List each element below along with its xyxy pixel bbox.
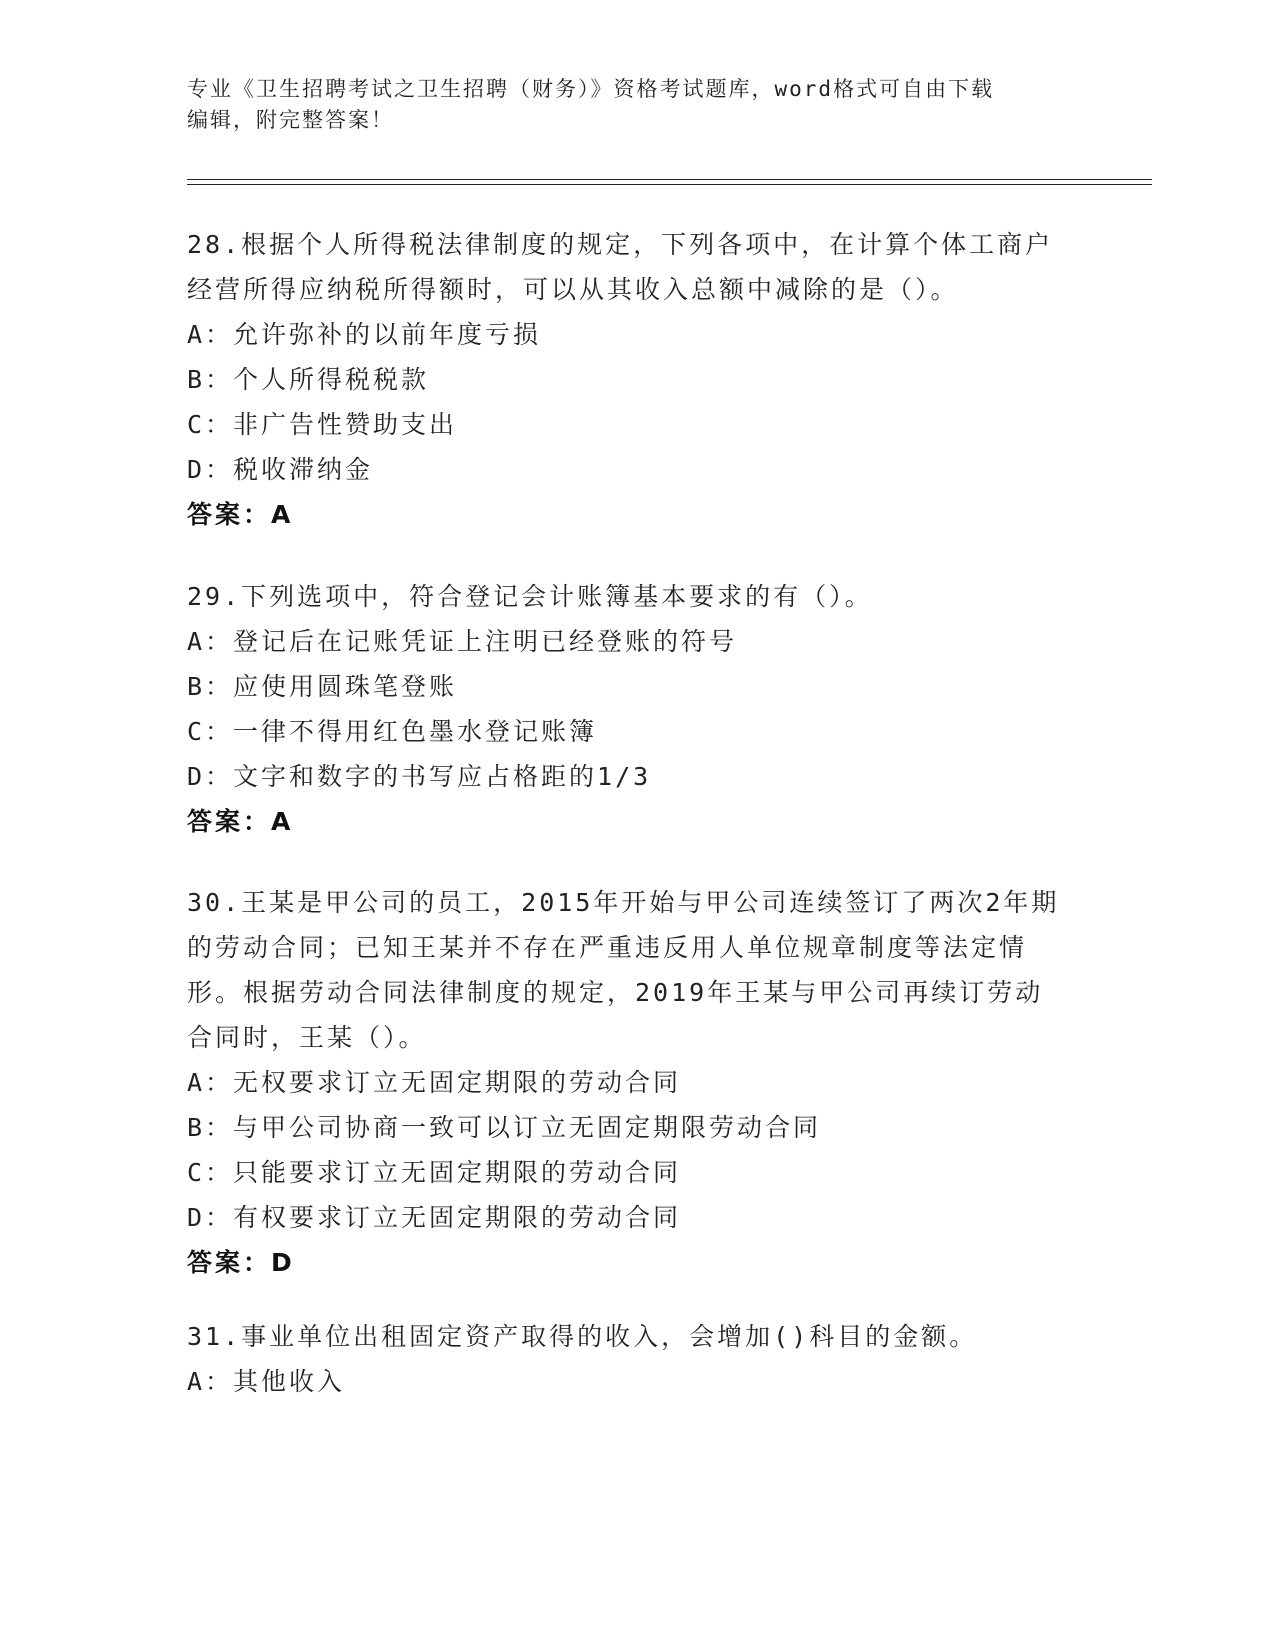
option-c: C：非广告性赞助支出 xyxy=(187,410,458,439)
stem-line: 31.事业单位出租固定资产取得的收入，会增加()科目的金额。 xyxy=(187,1322,978,1351)
option-d: D：文字和数字的书写应占格距的1/3 xyxy=(187,762,652,791)
option-c: C：一律不得用红色墨水登记账簿 xyxy=(187,717,598,746)
option-a: A：其他收入 xyxy=(187,1367,346,1396)
question-stem xyxy=(187,880,1077,1060)
header-line-1: 专业《卫生招聘考试之卫生招聘（财务）》资格考试题库，word格式可自由下载 xyxy=(187,77,995,101)
document-header xyxy=(187,74,1067,136)
option-a: A：无权要求订立无固定期限的劳动合同 xyxy=(187,1068,682,1097)
option-d: D：税收滞纳金 xyxy=(187,455,374,484)
answer: 答案：A xyxy=(187,500,294,529)
question-31 xyxy=(187,1314,1077,1404)
answer: 答案：A xyxy=(187,807,294,836)
option-d: D：有权要求订立无固定期限的劳动合同 xyxy=(187,1203,682,1232)
question-28 xyxy=(187,222,1077,537)
stem-line: 合同时，王某（）。 xyxy=(187,1023,427,1052)
question-30 xyxy=(187,880,1077,1285)
stem-line: 29.下列选项中，符合登记会计账簿基本要求的有（）。 xyxy=(187,582,873,611)
answer: 答案：D xyxy=(187,1248,295,1277)
header-line-2: 编辑，附完整答案！ xyxy=(187,108,394,132)
stem-line: 经营所得应纳税所得额时，可以从其收入总额中减除的是（）。 xyxy=(187,275,959,304)
stem-line: 28.根据个人所得税法律制度的规定，下列各项中，在计算个体工商户 xyxy=(187,230,1054,259)
stem-line: 形。根据劳动合同法律制度的规定，2019年王某与甲公司再续订劳动 xyxy=(187,978,1044,1007)
option-a: A：登记后在记账凭证上注明已经登账的符号 xyxy=(187,627,738,656)
question-stem xyxy=(187,574,1077,619)
option-a: A：允许弥补的以前年度亏损 xyxy=(187,320,542,349)
question-stem xyxy=(187,222,1077,312)
option-c: C：只能要求订立无固定期限的劳动合同 xyxy=(187,1158,682,1187)
option-b: B：个人所得税税款 xyxy=(187,365,430,394)
option-b: B：应使用圆珠笔登账 xyxy=(187,672,458,701)
stem-line: 的劳动合同；已知王某并不存在严重违反用人单位规章制度等法定情 xyxy=(187,933,1028,962)
question-29 xyxy=(187,574,1077,844)
stem-line: 30.王某是甲公司的员工，2015年开始与甲公司连续签订了两次2年期 xyxy=(187,888,1060,917)
option-b: B：与甲公司协商一致可以订立无固定期限劳动合同 xyxy=(187,1113,822,1142)
question-stem xyxy=(187,1314,1077,1359)
header-divider xyxy=(187,179,1152,185)
